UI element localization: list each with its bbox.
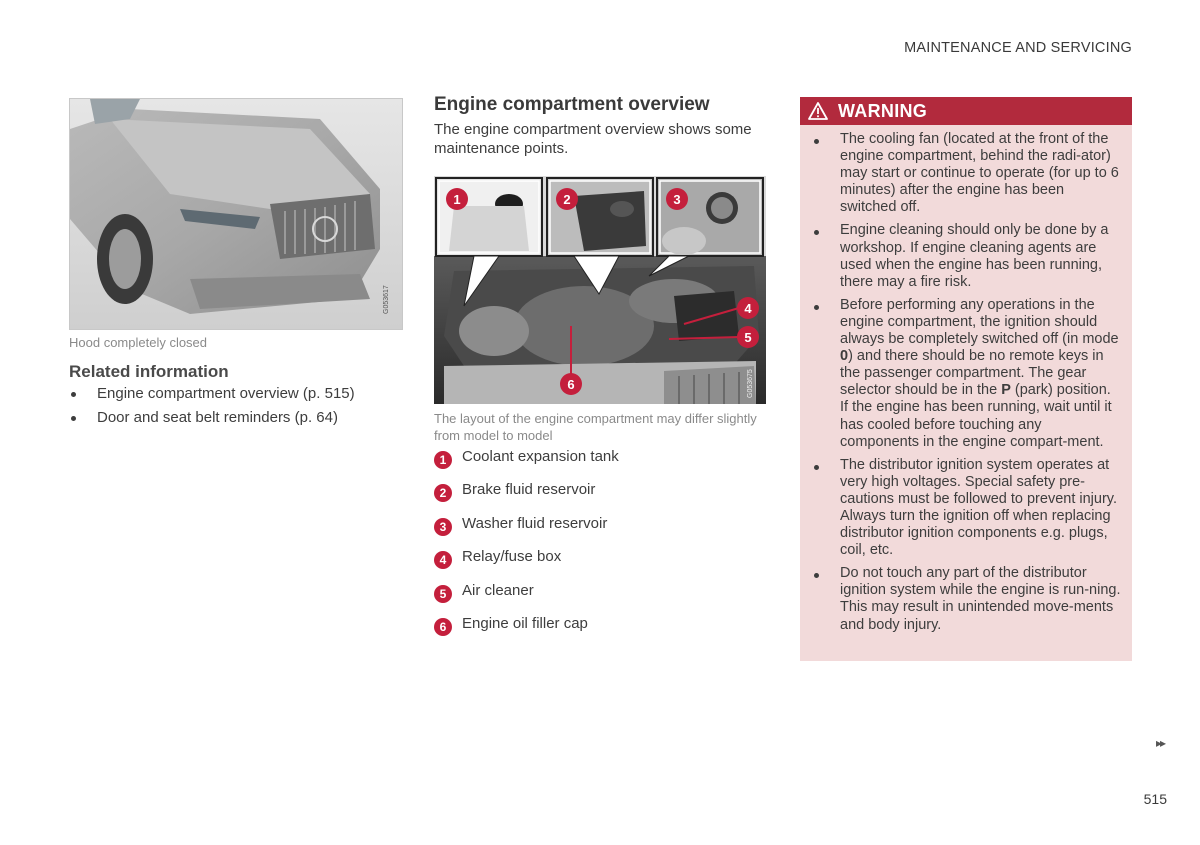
- warning-triangle-icon: [808, 102, 828, 120]
- list-item: [434, 548, 619, 581]
- item-label: Washer fluid reservoir: [462, 514, 608, 532]
- item-label: Relay/fuse box: [462, 548, 562, 566]
- marker-2: 2: [563, 192, 571, 207]
- next-page-icon[interactable]: ▸▸: [1155, 736, 1164, 750]
- bullet-icon: [71, 392, 76, 397]
- warning-item: Do not touch any part of the distributor ignition system while the engine is run-ning. This may result in unintended move-ments and body injury.: [812, 565, 1122, 633]
- marker-5: 5: [744, 330, 752, 345]
- warning-item: The cooling fan (located at the front of the engine compartment, behind the radi-ator) may start or continue to operate (for up to 6 minutes) after the engine has been switched off.: [812, 131, 1122, 216]
- engine-photo-caption: The layout of the engine compartment may differ slightly from model to model: [434, 411, 757, 443]
- bullet-icon: [814, 230, 819, 235]
- marker-6: 6: [567, 377, 575, 392]
- number-badge: 3: [434, 518, 452, 536]
- page-number: 515: [1143, 791, 1167, 807]
- engine-compartment-photo: [434, 176, 766, 404]
- warning-list: [812, 131, 1122, 640]
- warning-item: The distributor ignition system operates at very high voltages. Special safety pre-cautions must be followed to prevent injury. Always turn the ignition off when replacing distributor ignition components e.g. plugs, coil, etc.: [812, 457, 1122, 560]
- hood-photo-caption: Hood completely closed: [69, 335, 208, 350]
- related-info-heading: Related information: [69, 362, 229, 381]
- warning-item: Before performing any operations in the engine compartment, the ignition should always be completely switched off (in mode 0) and there should be no remote keys in the passenger compartment. The gear selector should be in the P (park) position. If the engine has been running, wait until it has cooled before touching any components in the engine compart-ment.: [812, 297, 1122, 451]
- warning-box: [800, 97, 1132, 661]
- bullet-icon: [814, 305, 819, 310]
- number-badge: 5: [434, 585, 452, 603]
- related-link[interactable]: Engine compartment overview (p. 515): [69, 384, 399, 404]
- bullet-icon: [814, 573, 819, 578]
- item-label: Brake fluid reservoir: [462, 481, 596, 499]
- number-badge: 1: [434, 451, 452, 469]
- related-link[interactable]: Door and seat belt reminders (p. 64): [69, 408, 399, 428]
- section-header: MAINTENANCE AND SERVICING: [904, 40, 1132, 56]
- marker-1: 1: [453, 192, 461, 207]
- list-item: [434, 515, 619, 548]
- mode-label: 0: [840, 348, 849, 365]
- section-title: Engine compartment overview: [434, 94, 710, 115]
- bullet-icon: [814, 139, 819, 144]
- hood-closed-photo: [69, 98, 403, 330]
- number-badge: 2: [434, 484, 452, 502]
- number-badge: 4: [434, 551, 452, 569]
- list-item: [434, 481, 619, 514]
- gear-label: P: [1001, 382, 1011, 399]
- image-code: G053617: [383, 285, 390, 314]
- marker-3: 3: [673, 192, 681, 207]
- list-item: [434, 448, 619, 481]
- related-info-list: [69, 384, 399, 432]
- number-badge: 6: [434, 618, 452, 636]
- list-item: [434, 615, 619, 648]
- item-label: Coolant expansion tank: [462, 448, 619, 465]
- marker-4: 4: [744, 301, 752, 316]
- bullet-icon: [814, 465, 819, 470]
- list-item: [434, 582, 619, 615]
- item-label: Air cleaner: [462, 581, 534, 599]
- bullet-icon: [71, 416, 76, 421]
- image-code: G053675: [747, 369, 754, 398]
- item-label: Engine oil filler cap: [462, 614, 588, 632]
- warning-header: [800, 97, 1132, 125]
- section-intro: The engine compartment overview shows some maintenance points.: [434, 121, 752, 157]
- maintenance-points-list: [434, 448, 619, 648]
- warning-title: WARNING: [838, 100, 928, 121]
- warning-item: Engine cleaning should only be done by a workshop. If engine cleaning agents are used when the engine has been running, there may a fire risk.: [812, 222, 1122, 290]
